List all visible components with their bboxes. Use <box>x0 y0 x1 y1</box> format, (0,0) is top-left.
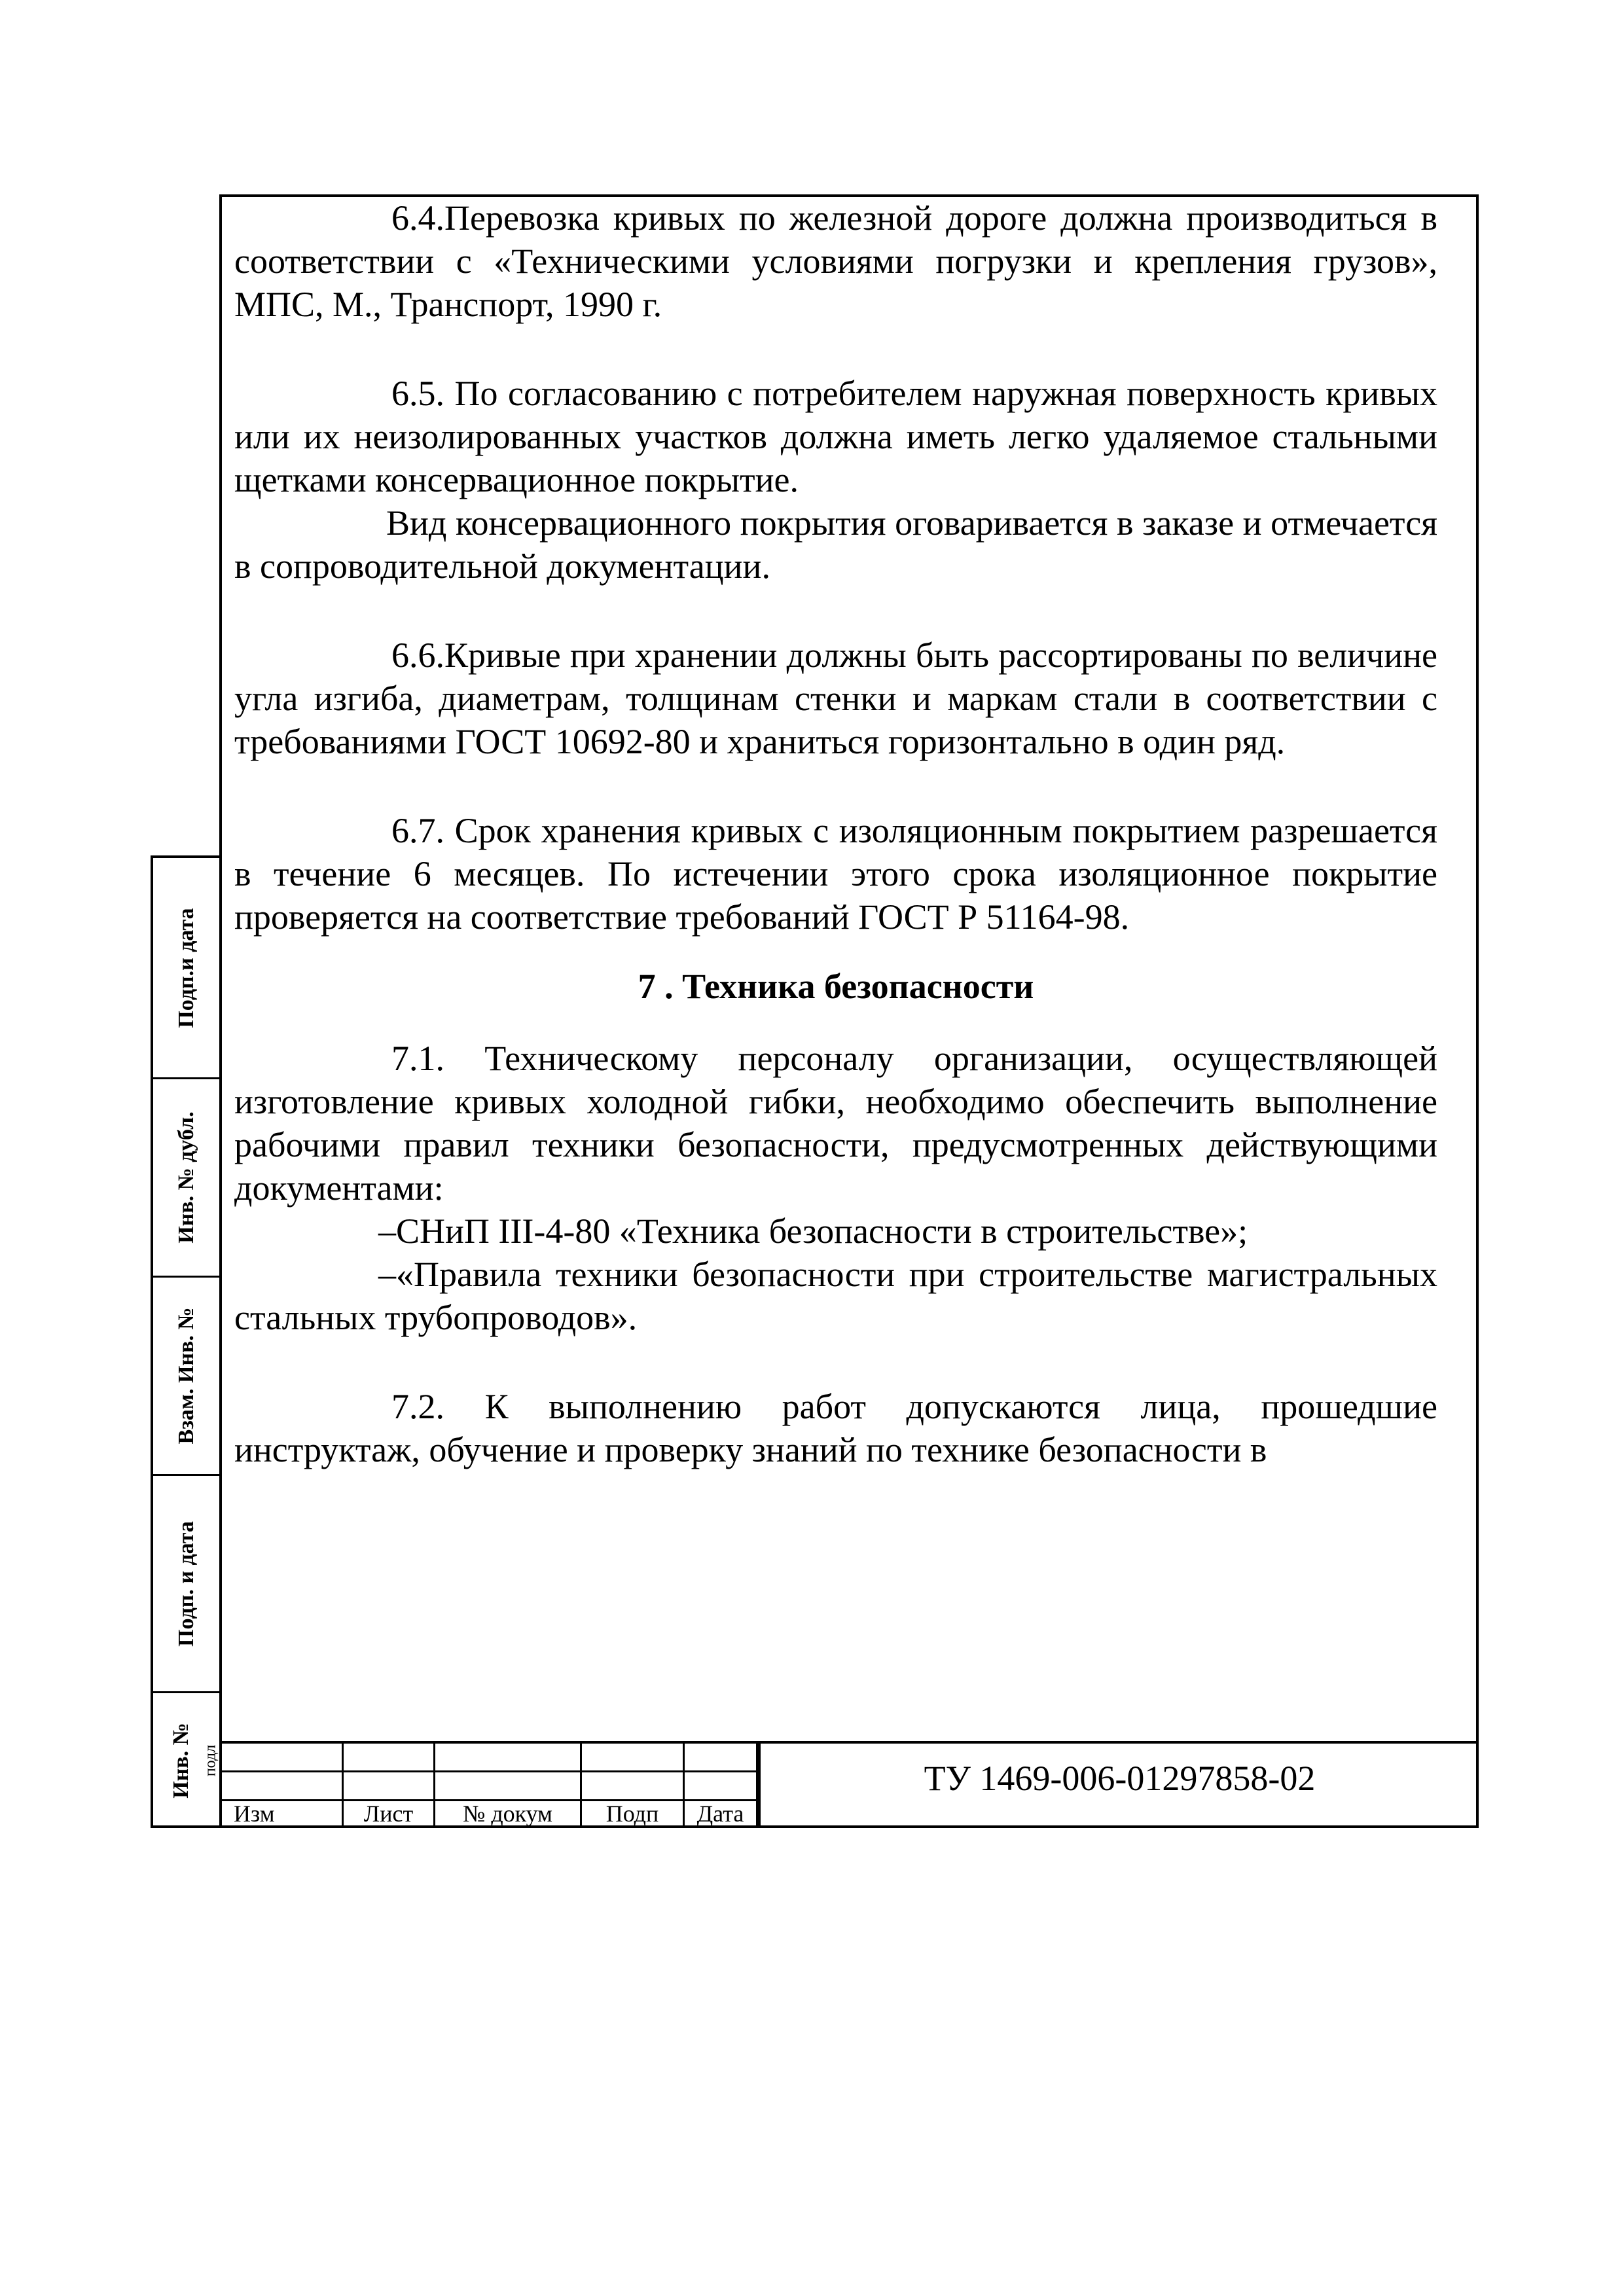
tb-label-n-dokum: № докум <box>463 1801 552 1827</box>
document-body <box>234 196 1437 1471</box>
tb-cell <box>435 1744 582 1772</box>
paragraph-7-2: 7.2. К выполнению работ допускаются лица, прошедшие инструктаж, обучение и проверку знаний по технике безопасности в <box>234 1387 1437 1469</box>
title-block <box>219 1741 1479 1828</box>
side-cell-inv-podl <box>153 1693 219 1828</box>
side-label-inv-podl: Инв. № <box>168 1723 193 1799</box>
tb-cell <box>685 1772 758 1801</box>
document-code: ТУ 1469-006-01297858-02 <box>924 1759 1316 1798</box>
list-item-rules: –«Правила техники безопасности при строительстве магистральных стальных трубопроводов». <box>234 1255 1437 1337</box>
side-stamp <box>151 855 219 1828</box>
tb-label-izm: Изм <box>234 1801 275 1827</box>
tb-label-podp: Подп <box>605 1801 659 1827</box>
tb-cell <box>685 1744 758 1772</box>
tb-cell-dokum <box>435 1801 582 1828</box>
tb-cell-izm <box>219 1801 344 1828</box>
paragraph-6-4: 6.4.Перевозка кривых по железной дороге должна производиться в соответствии с «Техническими условиями погрузки и крепления грузов», МПС, М., Транспорт, 1990 г. <box>234 198 1437 324</box>
tb-cell <box>582 1772 685 1801</box>
tb-cell <box>582 1744 685 1772</box>
tb-cell <box>344 1772 435 1801</box>
side-label-inv-dubl: Инв. № дубл. <box>173 1111 198 1244</box>
side-cell-vzam-inv <box>153 1278 219 1476</box>
tb-cell <box>219 1772 344 1801</box>
paragraph-7-1: 7.1. Техническому персоналу организации, осуществляющей изготовление кривых холодной гибки, необходимо обеспечить выполнение рабочими правил техники безопасности, предусмотренных действующими документами: <box>234 1039 1437 1208</box>
tb-label-data: Дата <box>696 1801 744 1827</box>
tb-cell <box>435 1772 582 1801</box>
paragraph-6-5-continued: Вид консервационного покрытия оговаривается в заказе и отмечается в сопроводительной документации. <box>234 503 1437 586</box>
tb-document-code-cell <box>758 1744 1479 1828</box>
tb-label-list: Лист <box>363 1801 414 1827</box>
side-label-podl: подл <box>202 1744 219 1777</box>
tb-cell-list <box>344 1801 435 1828</box>
side-cell-podp-i-data <box>153 1476 219 1693</box>
list-item-snip: –СНиП III-4-80 «Техника безопасности в строительстве»; <box>378 1211 1248 1251</box>
side-cell-inv-dubl <box>153 1079 219 1278</box>
paragraph-6-7: 6.7. Срок хранения кривых с изоляционным покрытием разрешается в течение 6 месяцев. По истечении этого срока изоляционное покрытие проверяется на соответствие требований ГОСТ Р 51164-98. <box>234 811 1437 937</box>
side-label-podp-data: Подп.и дата <box>173 907 198 1028</box>
side-cell-podp-data <box>153 858 219 1079</box>
side-label-vzam-inv: Взам. Инв. № <box>173 1307 198 1444</box>
section-heading-7: 7 . Техника безопасности <box>638 967 1034 1006</box>
tb-cell-podp <box>582 1801 685 1828</box>
paragraph-6-5: 6.5. По согласованию с потребителем наружная поверхность кривых или их неизолированных участков должна иметь легко удаляемое стальными щетками консервационное покрытие. <box>234 374 1437 499</box>
tb-cell-data <box>685 1801 758 1828</box>
paragraph-6-6: 6.6.Кривые при хранении должны быть рассортированы по величине угла изгиба, диаметрам, толщинам стенки и маркам стали в соответствии с требованиями ГОСТ 10692-80 и храниться горизонтально в один ряд. <box>234 636 1437 761</box>
side-label-podp-i-data: Подп. и дата <box>173 1520 198 1647</box>
tb-cell <box>219 1744 344 1772</box>
tb-cell <box>344 1744 435 1772</box>
